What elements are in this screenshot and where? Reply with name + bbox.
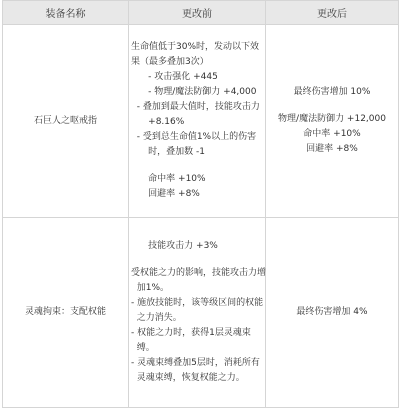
after-cell: [266, 218, 399, 408]
equipment-change-table: [2, 0, 399, 408]
before-line: 灵魂束缚，恢复权能之力。: [131, 373, 245, 383]
header-equipment-name: 装备名称: [3, 1, 129, 25]
before-line: - 叠加到最大值时，技能攻击力: [131, 102, 260, 112]
blank-spacer: [129, 160, 265, 172]
equipment-name-cell: 灵魂拘束：支配权能: [3, 218, 129, 408]
table-row: [3, 218, 399, 408]
blank-spacer: [129, 254, 265, 266]
before-line: 生命值低于30%时，发动以下效: [131, 42, 260, 52]
header-before: 更改前: [129, 1, 266, 25]
table-header-row: [3, 1, 399, 25]
before-line: +8.16%: [131, 117, 185, 127]
before-cell: [129, 218, 266, 408]
before-line: 命中率 +10%: [131, 174, 206, 184]
before-line: 之力消失。: [131, 313, 182, 323]
before-line: 回避率 +8%: [131, 189, 200, 199]
blank-spacer: [266, 100, 398, 112]
before-line: 缚。: [131, 343, 155, 353]
header-after: 更改后: [266, 1, 399, 25]
before-line: - 物理/魔法防御力 +4,000: [131, 87, 257, 97]
before-line: 加1%。: [131, 283, 169, 293]
before-line: - 权能之力时，获得1层灵魂束: [131, 328, 251, 338]
before-line: - 施放技能时，该等级区间的权能: [131, 298, 264, 308]
before-line: 果（最多叠加3次）: [131, 57, 209, 67]
before-line: - 攻击强化 +445: [131, 72, 218, 82]
after-line: 最终伤害增加 10%: [293, 87, 371, 97]
after-line: 物理/魔法防御力 +12,000: [278, 114, 386, 124]
before-line: - 受到总生命值1%以上的伤害: [131, 132, 257, 142]
before-cell: [129, 25, 266, 218]
table-row: [3, 25, 399, 218]
after-line: 回避率 +8%: [306, 144, 358, 154]
before-line: 时，叠加数 -1: [131, 147, 205, 157]
before-line: - 灵魂束缚叠加5层时，消耗所有: [131, 358, 260, 368]
equipment-name-cell: 石巨人之呕戒指: [3, 25, 129, 218]
after-cell: [266, 25, 399, 218]
after-line: 最终伤害增加 4%: [296, 307, 368, 317]
before-line: 技能攻击力 +3%: [131, 241, 218, 251]
before-line: 受权能之力的影响，技能攻击力增: [131, 268, 267, 278]
after-line: 命中率 +10%: [303, 129, 361, 139]
